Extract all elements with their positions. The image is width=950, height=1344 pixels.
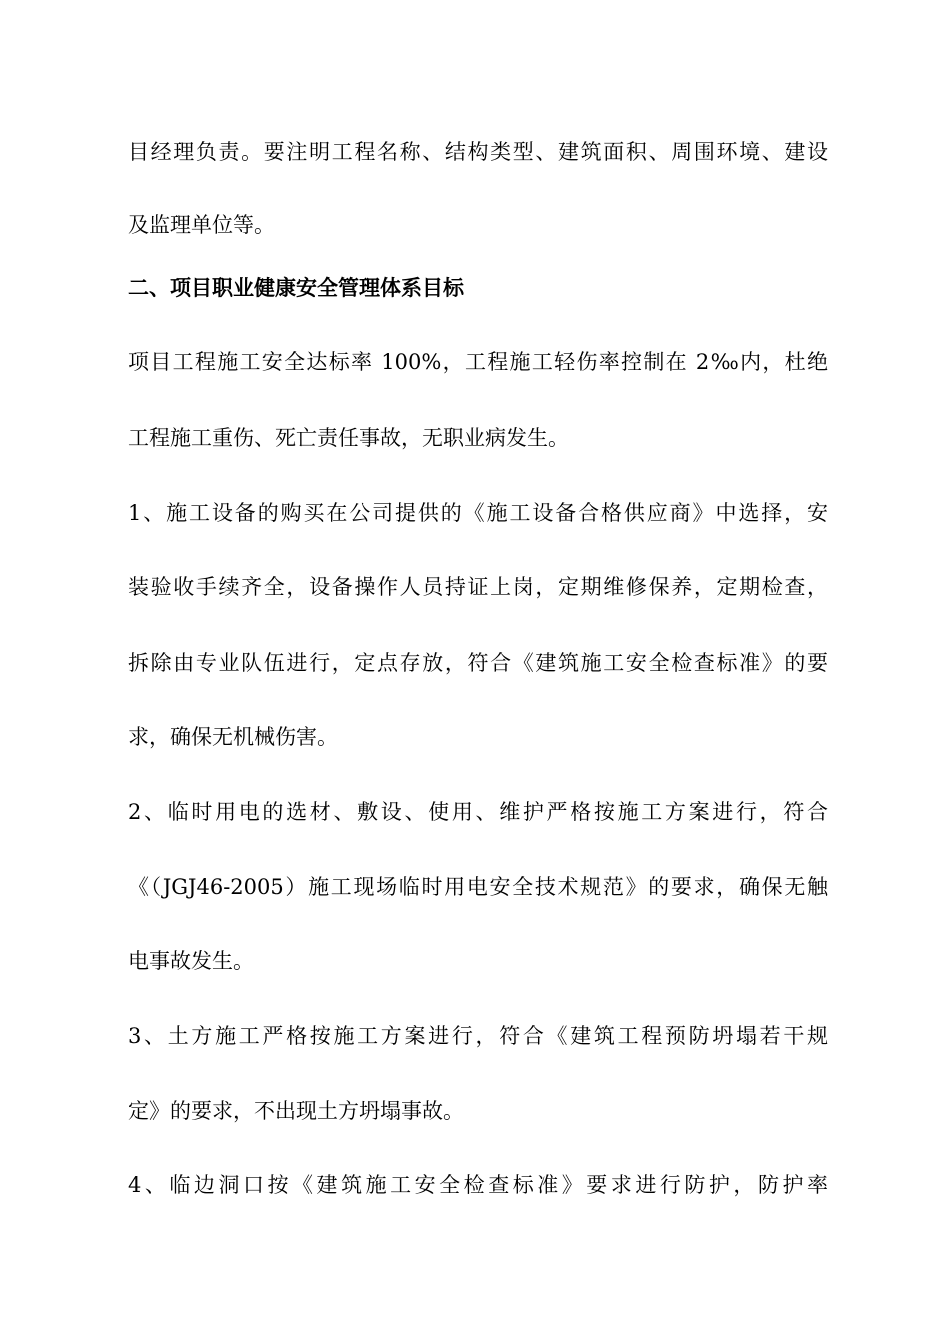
body-text-line: 目经理负责。要注明工程名称、结构类型、建筑面积、周围环境、建设 [128,140,828,164]
body-text-line: 定》的要求，不出现土方坍塌事故。 [128,1099,464,1123]
body-text-line: 3、土方施工严格按施工方案进行，符合《建筑工程预防坍塌若干规 [128,1024,828,1048]
body-text-line: 拆除由专业队伍进行，定点存放，符合《建筑施工安全检查标准》的要 [128,651,828,675]
body-text-line: 4、临边洞口按《建筑施工安全检查标准》要求进行防护，防护率 [128,1173,828,1197]
body-text-line: 2、临时用电的选材、敷设、使用、维护严格按施工方案进行，符合 [128,800,828,824]
section-heading: 二、项目职业健康安全管理体系目标 [128,275,464,300]
body-text-line: 《（JGJ46-2005）施工现场临时用电安全技术规范》的要求，确保无触 [128,875,828,899]
body-text-line: 及监理单位等。 [128,213,275,237]
body-text-line: 项目工程施工安全达标率 100%，工程施工轻伤率控制在 2‰内，杜绝 [128,350,828,374]
body-text-line: 装验收手续齐全，设备操作人员持证上岗，定期维修保养，定期检查， [128,575,828,599]
body-text-line: 1、施工设备的购买在公司提供的《施工设备合格供应商》中选择，安 [128,501,828,525]
body-text-line: 工程施工重伤、死亡责任事故，无职业病发生。 [128,426,569,450]
body-text-line: 电事故发生。 [128,949,254,973]
body-text-line: 求，确保无机械伤害。 [128,725,338,749]
